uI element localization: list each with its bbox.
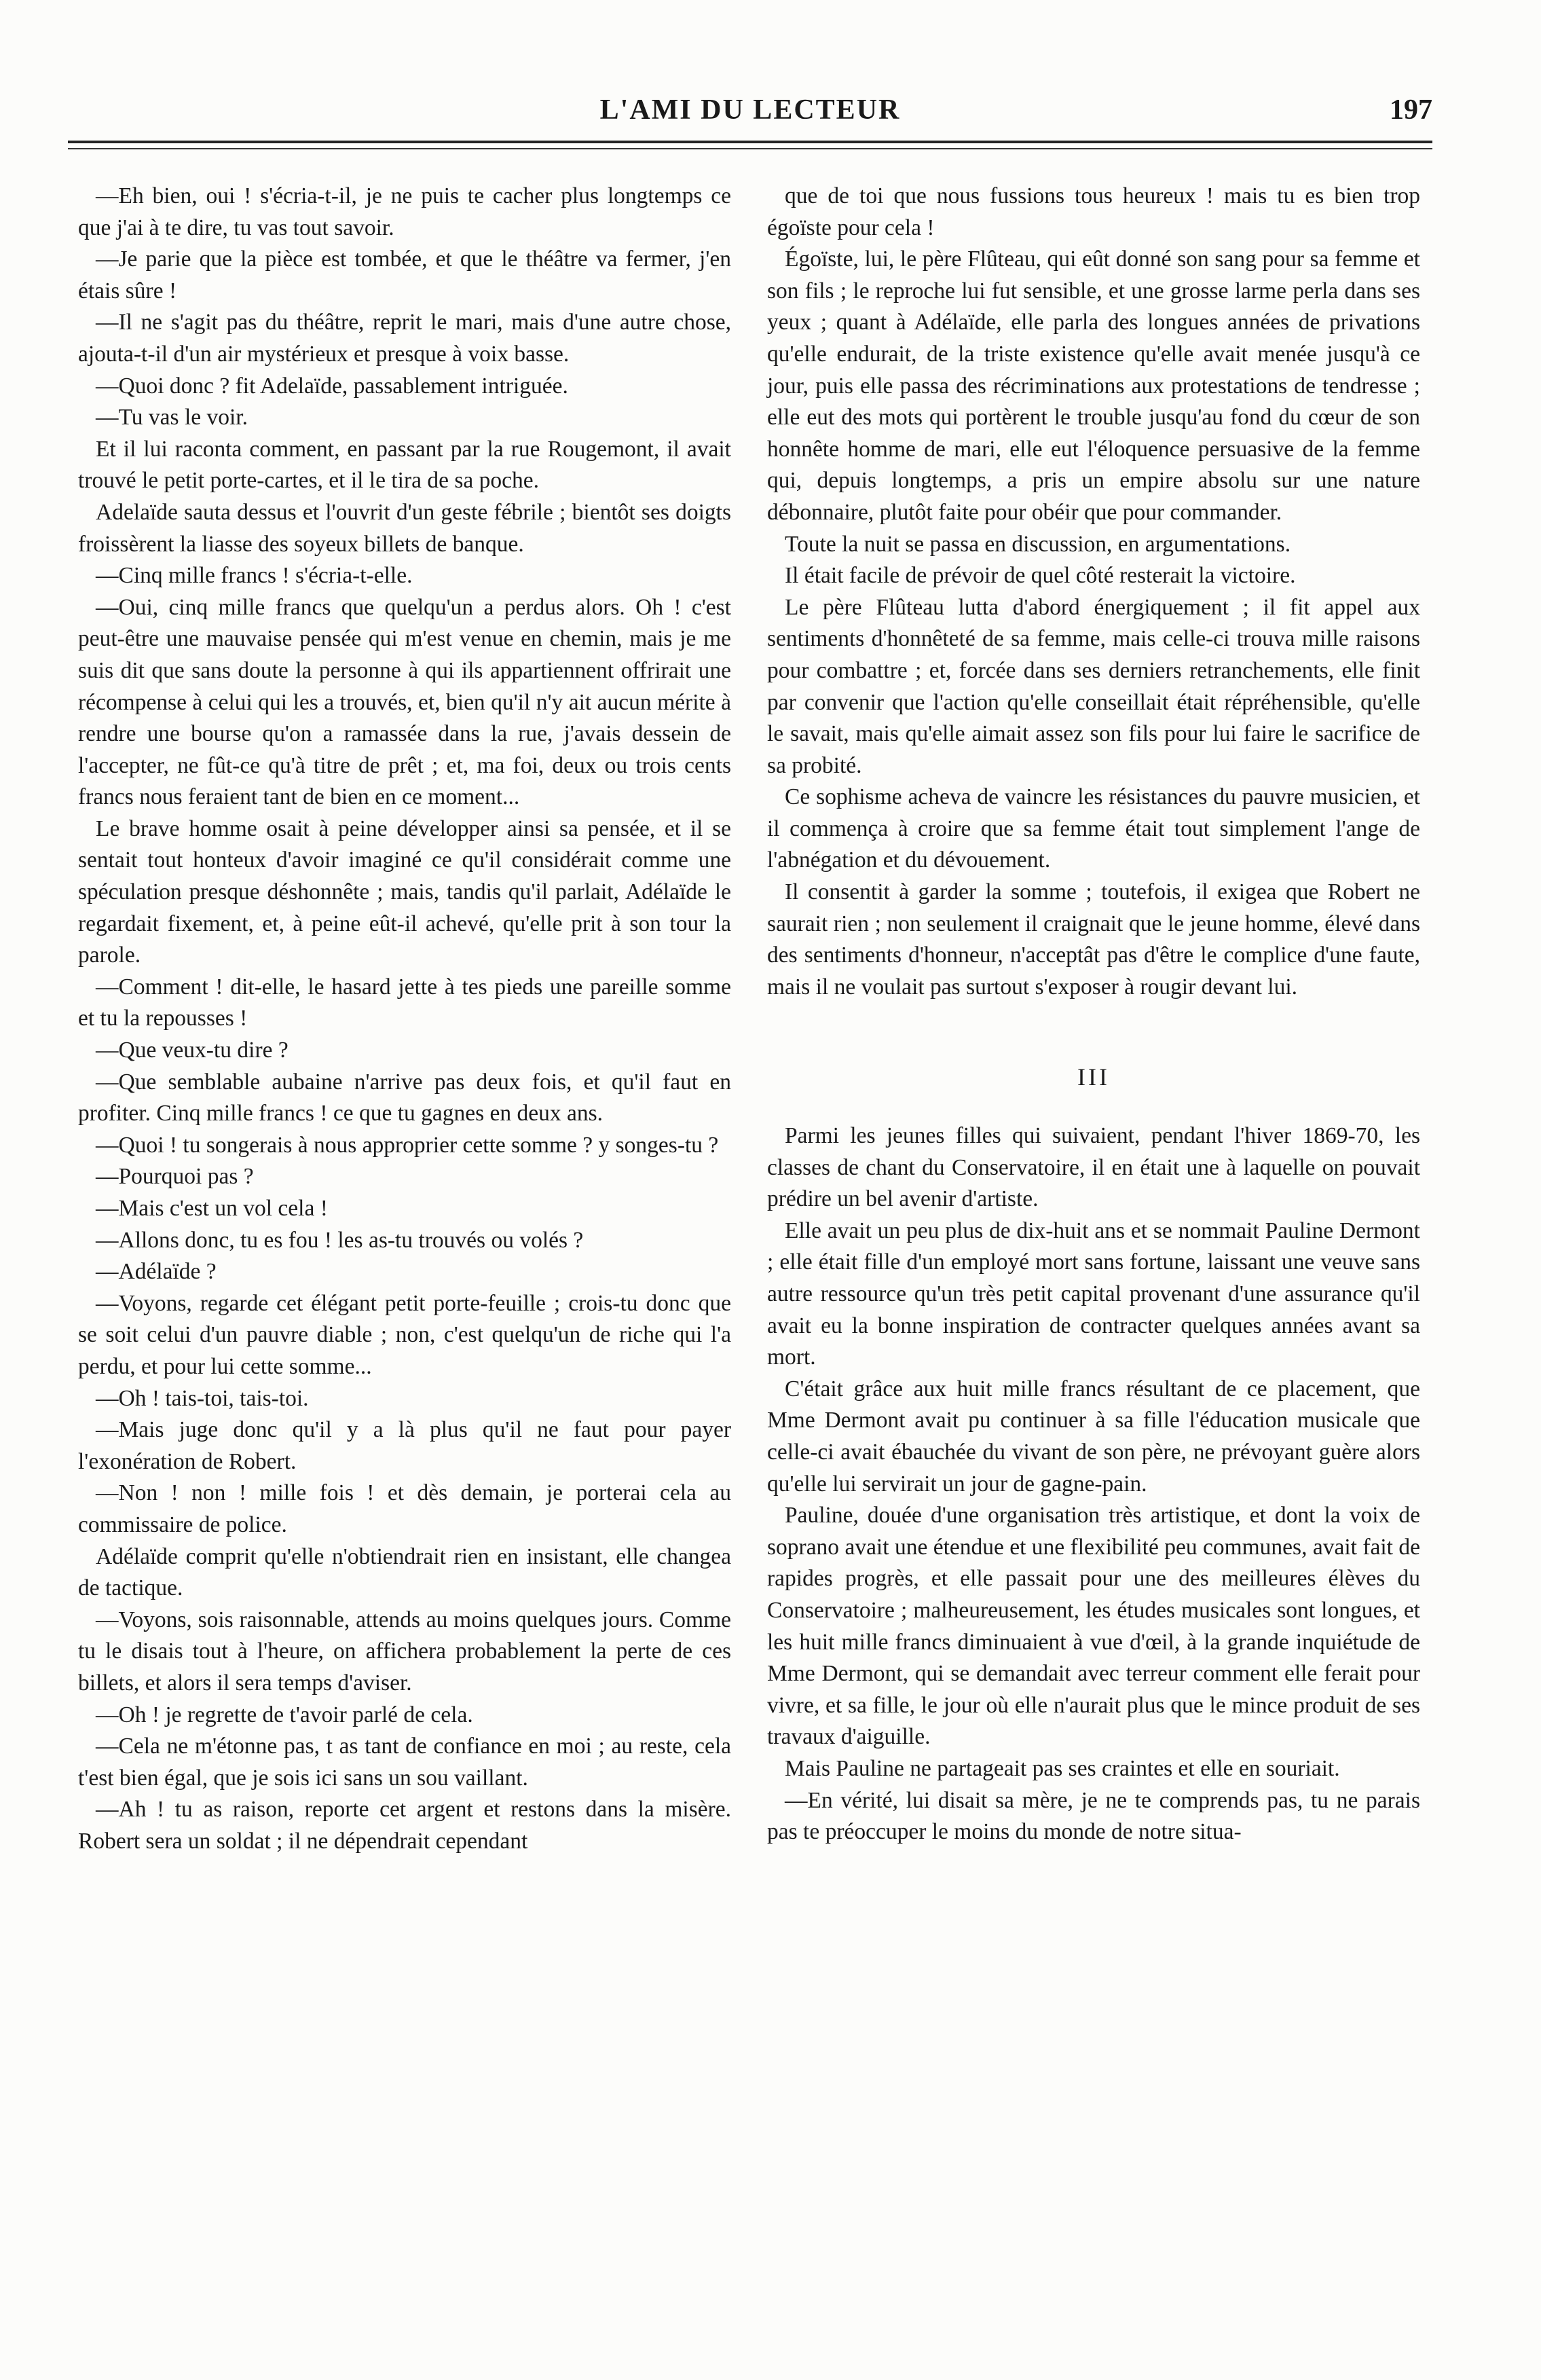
paragraph: Adélaïde comprit qu'elle n'obtiendrait rien en insistant, elle changea de tactique. [78, 1543, 731, 1601]
paragraph: —Voyons, sois raisonnable, attends au moins quelques jours. Comme tu le disais tout à l'heure, on affichera probablement la perte de ces billets, et alors il sera temps d'aviser. [78, 1607, 731, 1696]
paragraph: Pauline, douée d'une organisation très artistique, et dont la voix de soprano avait une étendue et une flexibilité peu communes, avait fait de rapides progrès, et elle passait pour une des meilleures élèves du Conservatoire ; malheureusement, les études musicales sont longues, et les huit mille francs diminuaient à vue d'œil, à la grande inquiétude de Mme Dermont, qui se demandait avec terreur comment elle ferait pour vivre, et sa fille, le jour où elle n'aurait plus que le mince produit de ses travaux d'aiguille. [767, 1503, 1420, 1750]
paragraph: Mais Pauline ne partageait pas ses craintes et elle en souriait. [785, 1755, 1340, 1781]
paragraph: que de toi que nous fussions tous heureux ! mais tu es bien trop égoïste pour cela ! [767, 183, 1420, 240]
paragraph: Elle avait un peu plus de dix-huit ans et se nommait Pauline Dermont ; elle était fille d'un employé mort sans fortune, laissant une veuve sans autre ressource qu'un très petit capital provenant d'une assurance qu'il avait eu la bonne inspiration de contracter quelques années avant sa mort. [767, 1218, 1420, 1370]
paragraph: Parmi les jeunes filles qui suivaient, pendant l'hiver 1869-70, les classes de chant du Conservatoire, il en était une à laquelle on pouvait prédire un bel avenir d'artiste. [767, 1123, 1420, 1212]
paragraph: —Cinq mille francs ! s'écria-t-elle. [96, 563, 413, 589]
paragraph: Le père Flûteau lutta d'abord énergiquement ; il fit appel aux sentiments d'honnêteté de sa femme, mais celle-ci trouva mille raisons pour combattre ; et, forcée dans ses derniers retranchements, elle finit par convenir que l'action qu'elle conseillait était répréhensible, qu'elle le savait, mais qu'elle aimait assez son fils pour lui faire le sacrifice de sa probité. [767, 594, 1420, 778]
paragraph: Toute la nuit se passa en discussion, en argumentations. [785, 531, 1291, 557]
paragraph: —Adélaïde ? [96, 1259, 217, 1285]
header-rule-thick [68, 141, 1432, 143]
paragraph: —Tu vas le voir. [96, 405, 248, 431]
section-heading: III [1077, 1063, 1110, 1091]
paragraph: Et il lui raconta comment, en passant par la rue Rougemont, il avait trouvé le petit porte-cartes, et il le tira de sa poche. [78, 436, 731, 494]
left-column [78, 181, 731, 1857]
paragraph: —Non ! non ! mille fois ! et dès demain, je porterai cela au commissaire de police. [78, 1480, 731, 1537]
paragraph: —Pourquoi pas ? [96, 1164, 254, 1190]
paragraph: —Que semblable aubaine n'arrive pas deux fois, et qu'il faut en profiter. Cinq mille francs ! ce que tu gagnes en deux ans. [78, 1069, 731, 1127]
paragraph: —Cela ne m'étonne pas, t as tant de confiance en moi ; au reste, cela t'est bien égal, que je sois ici sans un sou vaillant. [78, 1734, 731, 1791]
paragraph: Adelaïde sauta dessus et l'ouvrit d'un geste fébrile ; bientôt ses doigts froissèrent la liasse des soyeux billets de banque. [78, 499, 731, 557]
paragraph: —Il ne s'agit pas du théâtre, reprit le mari, mais d'une autre chose, ajouta-t-il d'un air mystérieux et presque à voix basse. [78, 310, 731, 367]
journal-title: L'AMI DU LECTEUR [599, 94, 901, 126]
paragraph: C'était grâce aux huit mille francs résultant de ce placement, que Mme Dermont avait pu continuer à sa fille l'éducation musicale que celle-ci avait ébauchée du vivant de son père, ne prévoyant guère alors qu'elle lui servirait un jour de gagne-pain. [767, 1376, 1420, 1497]
paragraph: —Oh ! tais-toi, tais-toi. [96, 1385, 309, 1411]
right-column [767, 181, 1420, 1848]
page-number: 197 [1390, 94, 1432, 126]
paragraph: —Mais juge donc qu'il y a là plus qu'il ne faut pour payer l'exonération de Robert. [78, 1417, 731, 1474]
paragraph: —Quoi ! tu songerais à nous approprier cette somme ? y songes-tu ? [96, 1132, 719, 1158]
paragraph: —Que veux-tu dire ? [96, 1038, 289, 1063]
paragraph: Égoïste, lui, le père Flûteau, qui eût donné son sang pour sa femme et son fils ; le reproche lui fut sensible, et une grosse larme perla dans ses yeux ; quant à Adélaïde, elle parla des longues années de privations qu'elle endurait, de la triste existence qu'elle avait menée jusqu'à ce jour, puis elle passa des récriminations aux protestations de tendresse ; elle eut des mots qui portèrent le trouble jusqu'au fond du cœur de son honnête homme de mari, elle eut l'éloquence persuasive de la femme qui, depuis longtemps, a pris un empire absolu sur une nature débonnaire, plutôt faite pour obéir que pour commander. [767, 246, 1420, 525]
paragraph: —Comment ! dit-elle, le hasard jette à tes pieds une pareille somme et tu la repousses ! [78, 974, 731, 1031]
paragraph: —Allons donc, tu es fou ! les as-tu trouvés ou volés ? [96, 1227, 584, 1253]
paragraph: —Oui, cinq mille francs que quelqu'un a perdus alors. Oh ! c'est peut-être une mauvaise pensée qui m'est venue en chemin, mais je me suis dit que sans doute la personne à qui ils appartiennent offrirait une récompense à celui qui les a trouvés, et, bien qu'il n'y ait aucun mérite à rendre une bourse qu'on a ramassée dans la rue, j'avais dessein de l'accepter, ne fût-ce qu'à titre de prêt ; et, ma foi, deux ou trois cents francs nous feraient tant de bien en ce moment... [78, 594, 731, 810]
paragraph: —Eh bien, oui ! s'écria-t-il, je ne puis te cacher plus longtemps ce que j'ai à te dire, tu vas tout savoir. [78, 183, 731, 240]
paragraph: —Mais c'est un vol cela ! [96, 1196, 328, 1221]
paragraph: Il consentit à garder la somme ; toutefois, il exigea que Robert ne saurait rien ; non seulement il craignait que le jeune homme, élevé dans des sentiments d'honneur, n'acceptât pas d'être le complice d'une faute, mais il ne voulait pas surtout s'exposer à rougir devant lui. [767, 879, 1420, 1000]
paragraph: —Voyons, regarde cet élégant petit porte-feuille ; crois-tu donc que se soit celui d'un pauvre diable ; non, c'est quelqu'un de riche qui l'a perdu, et pour lui cette somme... [78, 1290, 731, 1379]
paragraph: —Je parie que la pièce est tombée, et que le théâtre va fermer, j'en étais sûre ! [78, 246, 731, 304]
paragraph: —Quoi donc ? fit Adelaïde, passablement intriguée. [96, 373, 568, 399]
paragraph: Le brave homme osait à peine développer ainsi sa pensée, et il se sentait tout honteux d'avoir imaginé ce qu'il considérait comme une spéculation presque déshonnête ; mais, tandis qu'il parlait, Adélaïde le regardait fixement, et, à peine eût-il achevé, qu'elle prit à son tour la parole. [78, 816, 731, 968]
paragraph: Ce sophisme acheva de vaincre les résistances du pauvre musicien, et il commença à croire que sa femme était tout simplement l'ange de l'abnégation et du dévouement. [767, 784, 1420, 873]
paragraph: —En vérité, lui disait sa mère, je ne te comprends pas, tu ne parais pas te préoccuper le moins du monde de notre situa- [767, 1787, 1420, 1845]
paragraph: —Oh ! je regrette de t'avoir parlé de cela. [96, 1702, 473, 1727]
running-header [68, 94, 1432, 141]
paragraph: Il était facile de prévoir de quel côté resterait la victoire. [785, 563, 1296, 589]
paragraph: —Ah ! tu as raison, reporte cet argent et restons dans la misère. Robert sera un soldat ; il ne dépendrait cependant [78, 1797, 731, 1854]
header-rule-thin [68, 148, 1432, 149]
